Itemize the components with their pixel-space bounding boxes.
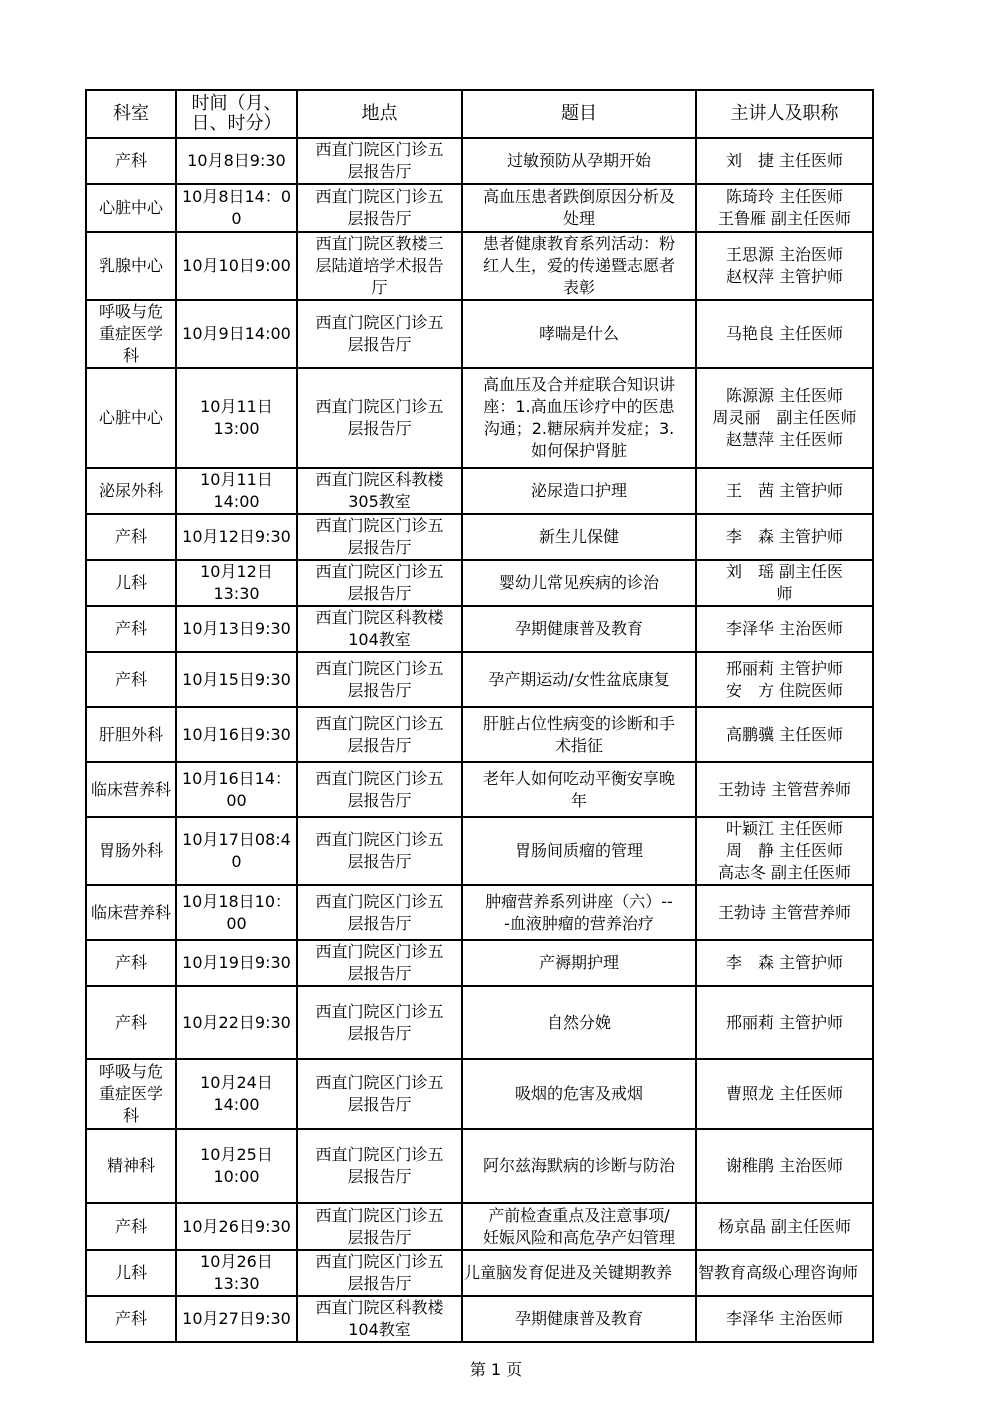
cell-place: 西直门院区门诊五 层报告厅	[297, 1250, 462, 1296]
cell-time: 10月10日9:00	[176, 232, 297, 300]
cell-time: 10月26日 13:30	[176, 1250, 297, 1296]
cell-dept: 胃肠外科	[86, 817, 176, 885]
table-row	[86, 885, 873, 940]
cell-dept: 临床营养科	[86, 885, 176, 940]
cell-dept: 产科	[86, 940, 176, 986]
cell-time: 10月8日9:30	[176, 138, 297, 184]
cell-topic: 肿瘤营养系列讲座（六）-- -血液肿瘤的营养治疗	[462, 885, 696, 940]
cell-speaker: 李 森 主管护师	[696, 940, 873, 986]
table-row	[86, 1296, 873, 1342]
cell-dept: 呼吸与危 重症医学 科	[86, 1059, 176, 1129]
cell-place: 西直门院区门诊五 层报告厅	[297, 762, 462, 817]
cell-time: 10月27日9:30	[176, 1296, 297, 1342]
table-row	[86, 184, 873, 232]
cell-dept: 呼吸与危 重症医学 科	[86, 300, 176, 368]
cell-place: 西直门院区门诊五 层报告厅	[297, 1059, 462, 1129]
cell-time: 10月13日9:30	[176, 606, 297, 652]
cell-speaker: 李泽华 主治医师	[696, 606, 873, 652]
cell-dept: 临床营养科	[86, 762, 176, 817]
cell-place: 西直门院区门诊五 层报告厅	[297, 1129, 462, 1203]
table-row	[86, 300, 873, 368]
cell-topic: 自然分娩	[462, 986, 696, 1059]
cell-speaker: 王勃诗 主管营养师	[696, 885, 873, 940]
cell-speaker: 邢丽莉 主管护师 安 方 住院医师	[696, 652, 873, 707]
cell-dept: 儿科	[86, 1250, 176, 1296]
cell-topic: 患者健康教育系列活动：粉 红人生，爱的传递暨志愿者 表彰	[462, 232, 696, 300]
table-row	[86, 468, 873, 514]
cell-time: 10月26日9:30	[176, 1203, 297, 1250]
cell-place: 西直门院区门诊五 层报告厅	[297, 652, 462, 707]
cell-speaker: 杨京晶 副主任医师	[696, 1203, 873, 1250]
cell-dept: 心脏中心	[86, 184, 176, 232]
cell-dept: 儿科	[86, 560, 176, 606]
table-row	[86, 514, 873, 560]
cell-time: 10月16日14：00	[176, 762, 297, 817]
table-row	[86, 707, 873, 762]
page-number: 第 1 页	[469, 1360, 523, 1379]
header-place: 地点	[297, 90, 462, 138]
cell-place: 西直门院区门诊五 层报告厅	[297, 986, 462, 1059]
cell-topic: 过敏预防从孕期开始	[462, 138, 696, 184]
cell-topic: 老年人如何吃动平衡安享晚 年	[462, 762, 696, 817]
header-dept: 科室	[86, 90, 176, 138]
table-row	[86, 560, 873, 606]
cell-dept: 产科	[86, 606, 176, 652]
cell-time: 10月15日9:30	[176, 652, 297, 707]
cell-time: 10月8日14：00	[176, 184, 297, 232]
table-row	[86, 1129, 873, 1203]
cell-place: 西直门院区门诊五 层报告厅	[297, 817, 462, 885]
header-topic: 题目	[462, 90, 696, 138]
cell-time: 10月22日9:30	[176, 986, 297, 1059]
cell-topic: 孕期健康普及教育	[462, 606, 696, 652]
cell-topic: 孕期健康普及教育	[462, 1296, 696, 1342]
cell-time: 10月16日9:30	[176, 707, 297, 762]
cell-time: 10月25日 10:00	[176, 1129, 297, 1203]
cell-speaker: 邢丽莉 主管护师	[696, 986, 873, 1059]
cell-place: 西直门院区门诊五 层报告厅	[297, 138, 462, 184]
cell-speaker: 陈琦玲 主任医师 王鲁雁 副主任医师	[696, 184, 873, 232]
cell-time: 10月17日08:40	[176, 817, 297, 885]
cell-place: 西直门院区门诊五 层报告厅	[297, 940, 462, 986]
cell-speaker: 刘 捷 主任医师	[696, 138, 873, 184]
cell-time: 10月9日14:00	[176, 300, 297, 368]
cell-topic: 泌尿造口护理	[462, 468, 696, 514]
cell-topic: 吸烟的危害及戒烟	[462, 1059, 696, 1129]
cell-speaker: 李 森 主管护师	[696, 514, 873, 560]
cell-dept: 精神科	[86, 1129, 176, 1203]
cell-place: 西直门院区门诊五 层报告厅	[297, 560, 462, 606]
cell-speaker: 王勃诗 主管营养师	[696, 762, 873, 817]
cell-dept: 产科	[86, 652, 176, 707]
cell-speaker: 刘 瑶 副主任医 师	[696, 560, 873, 606]
cell-place: 西直门院区门诊五 层报告厅	[297, 514, 462, 560]
cell-place: 西直门院区门诊五 层报告厅	[297, 885, 462, 940]
cell-speaker: 叶颖江 主任医师 周 静 主任医师 高志冬 副主任医师	[696, 817, 873, 885]
cell-place: 西直门院区科教楼 305教室	[297, 468, 462, 514]
schedule-table	[85, 89, 874, 1343]
cell-place: 西直门院区科教楼 104教室	[297, 1296, 462, 1342]
cell-topic: 肝脏占位性病变的诊断和手 术指征	[462, 707, 696, 762]
cell-topic: 高血压及合并症联合知识讲 座：1.高血压诊疗中的医患 沟通；2.糖尿病并发症；3. 如何保护肾脏	[462, 368, 696, 468]
cell-place: 西直门院区门诊五 层报告厅	[297, 300, 462, 368]
cell-topic: 产前检查重点及注意事项/ 妊娠风险和高危孕产妇管理	[462, 1203, 696, 1250]
cell-speaker: 陈源源 主任医师 周灵丽 副主任医师 赵慧萍 主任医师	[696, 368, 873, 468]
header-time: 时间（月、 日、时分）	[176, 90, 297, 138]
cell-place: 西直门院区门诊五 层报告厅	[297, 707, 462, 762]
table-row	[86, 1250, 873, 1296]
cell-topic: 高血压患者跌倒原因分析及 处理	[462, 184, 696, 232]
table-row	[86, 368, 873, 468]
cell-topic: 阿尔兹海默病的诊断与防治	[462, 1129, 696, 1203]
cell-time: 10月12日9:30	[176, 514, 297, 560]
table-row	[86, 1059, 873, 1129]
cell-time: 10月11日 13:00	[176, 368, 297, 468]
cell-dept: 泌尿外科	[86, 468, 176, 514]
cell-speaker: 智教育高级心理咨询师	[696, 1250, 873, 1296]
table-row	[86, 1203, 873, 1250]
cell-time: 10月11日 14:00	[176, 468, 297, 514]
cell-place: 西直门院区门诊五 层报告厅	[297, 1203, 462, 1250]
cell-topic: 胃肠间质瘤的管理	[462, 817, 696, 885]
cell-dept: 乳腺中心	[86, 232, 176, 300]
cell-topic: 婴幼儿常见疾病的诊治	[462, 560, 696, 606]
cell-time: 10月18日10：00	[176, 885, 297, 940]
cell-dept: 肝胆外科	[86, 707, 176, 762]
table-row	[86, 817, 873, 885]
table-row	[86, 652, 873, 707]
cell-dept: 产科	[86, 138, 176, 184]
table-row	[86, 606, 873, 652]
cell-dept: 产科	[86, 514, 176, 560]
cell-place: 西直门院区科教楼 104教室	[297, 606, 462, 652]
cell-topic: 产褥期护理	[462, 940, 696, 986]
cell-dept: 心脏中心	[86, 368, 176, 468]
cell-topic: 儿童脑发育促进及关键期教养	[462, 1250, 696, 1296]
cell-place: 西直门院区门诊五 层报告厅	[297, 184, 462, 232]
cell-place: 西直门院区门诊五 层报告厅	[297, 368, 462, 468]
cell-speaker: 王思源 主治医师 赵权萍 主管护师	[696, 232, 873, 300]
cell-topic: 孕产期运动/女性盆底康复	[462, 652, 696, 707]
cell-topic: 哮喘是什么	[462, 300, 696, 368]
table-row	[86, 986, 873, 1059]
cell-speaker: 王 茜 主管护师	[696, 468, 873, 514]
header-speaker: 主讲人及职称	[696, 90, 873, 138]
cell-time: 10月12日 13:30	[176, 560, 297, 606]
cell-time: 10月24日 14:00	[176, 1059, 297, 1129]
cell-speaker: 李泽华 主治医师	[696, 1296, 873, 1342]
cell-time: 10月19日9:30	[176, 940, 297, 986]
table-row	[86, 138, 873, 184]
cell-dept: 产科	[86, 1296, 176, 1342]
cell-place: 西直门院区教楼三 层陆道培学术报告 厅	[297, 232, 462, 300]
cell-speaker: 曹照龙 主任医师	[696, 1059, 873, 1129]
cell-dept: 产科	[86, 986, 176, 1059]
table-row	[86, 232, 873, 300]
header-row	[86, 90, 873, 138]
cell-dept: 产科	[86, 1203, 176, 1250]
table-row	[86, 762, 873, 817]
table-row	[86, 940, 873, 986]
cell-topic: 新生儿保健	[462, 514, 696, 560]
cell-speaker: 马艳良 主任医师	[696, 300, 873, 368]
cell-speaker: 高鹏骥 主任医师	[696, 707, 873, 762]
cell-speaker: 谢稚鹃 主治医师	[696, 1129, 873, 1203]
